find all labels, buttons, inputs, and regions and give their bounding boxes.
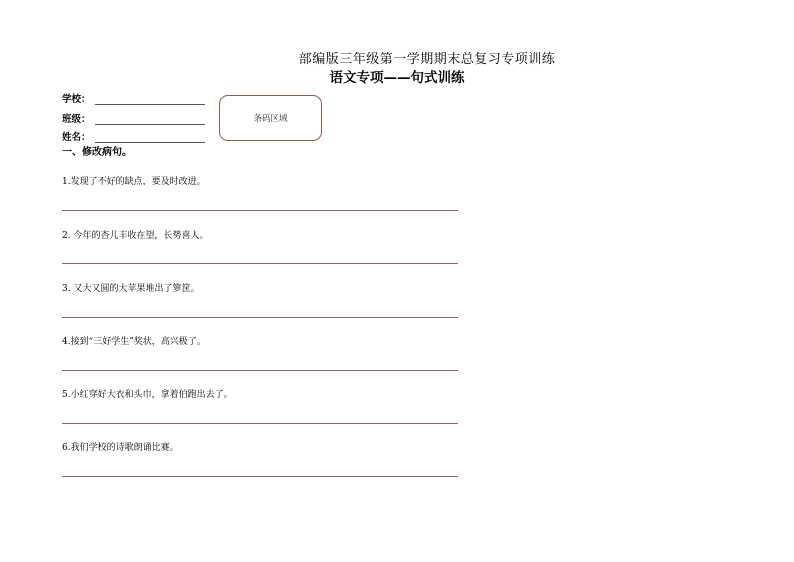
class-field-row (62, 111, 205, 125)
name-label: 姓名： (62, 132, 91, 143)
answer-line-1[interactable] (62, 210, 458, 211)
name-blank[interactable] (95, 133, 205, 143)
school-blank[interactable] (95, 95, 205, 105)
answer-line-5[interactable] (62, 423, 458, 424)
answer-line-6[interactable] (62, 476, 458, 477)
barcode-area-label: 条码区域 (253, 114, 288, 124)
school-field-row (62, 91, 205, 105)
class-blank[interactable] (95, 115, 205, 125)
answer-line-2[interactable] (62, 263, 458, 264)
question-4: 4.接到“三好学生”奖状，高兴极了。 (62, 337, 206, 347)
worksheet-subtitle: 语文专项——句式训练 (329, 70, 465, 86)
barcode-area (219, 95, 322, 141)
school-label: 学校： (62, 94, 91, 105)
question-6: 6.我们学校的诗歌朗诵比赛。 (62, 443, 179, 453)
answer-line-4[interactable] (62, 370, 458, 371)
question-3: 3. 又大又圆的大苹果堆出了箩筐。 (62, 284, 200, 294)
section-heading: 一、修改病句。 (62, 147, 132, 158)
question-2: 2. 今年的杏儿丰收在望，长势喜人。 (62, 231, 209, 241)
question-5: 5.小红穿好大衣和头巾，拿着伯跑出去了。 (62, 390, 233, 400)
answer-line-3[interactable] (62, 317, 458, 318)
name-field-row (62, 129, 205, 143)
question-1: 1.发现了不好的缺点，要及时改进。 (62, 177, 206, 187)
worksheet-title: 部编版三年级第一学期期末总复习专项训练 (298, 52, 556, 67)
class-label: 班级： (62, 114, 91, 125)
